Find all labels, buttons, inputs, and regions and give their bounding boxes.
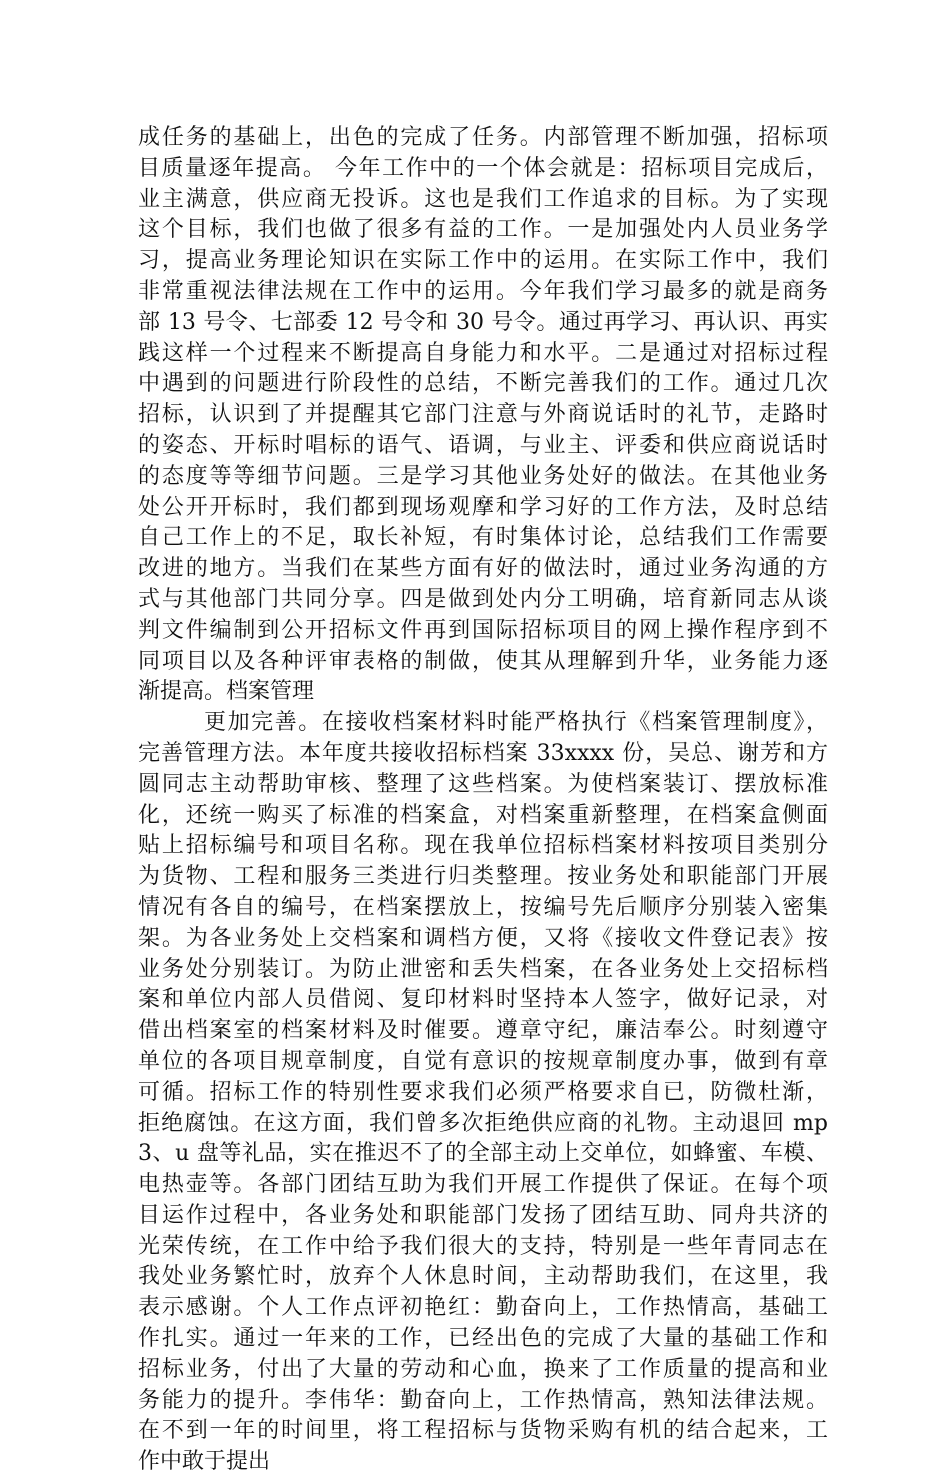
text-line: 拒绝腐蚀。在这方面，我们曾多次拒绝供应商的礼物。主动退回 mp — [138, 1110, 828, 1136]
text-line: 式与其他部门共同分享。四是做到处内分工明确，培育新同志从谈 — [138, 586, 828, 612]
text-line: 情况有各自的编号，在档案摆放上，按编号先后顺序分别装入密集 — [138, 894, 828, 920]
text-line: 目质量逐年提高。 今年工作中的一个体会就是：招标项目完成后， — [138, 155, 828, 181]
text-line: 完善管理方法。本年度共接收招标档案 33xxxx 份，吴总、谢芳和方 — [138, 740, 828, 766]
text-line: 目运作过程中，各业务处和职能部门发扬了团结互助、同舟共济的 — [138, 1202, 828, 1228]
text-line: 非常重视法律法规在工作中的运用。今年我们学习最多的就是商务 — [138, 278, 828, 304]
paragraph-2 — [138, 708, 828, 1478]
text-line: 渐提高。档案管理 — [138, 679, 315, 705]
text-line: 借出档案室的档案材料及时催要。遵章守纪，廉洁奉公。时刻遵守 — [138, 1018, 828, 1044]
text-line: 务能力的提升。李伟华：勤奋向上，工作热情高，熟知法律法规。 — [138, 1387, 828, 1413]
text-line: 成任务的基础上，出色的完成了任务。内部管理不断加强，招标项 — [138, 125, 828, 150]
text-line: 部 13 号令、七部委 12 号令和 30 号令。通过再学习、再认识、再实 — [138, 309, 828, 335]
text-line: 作扎实。通过一年来的工作，已经出色的完成了大量的基础工作和 — [138, 1326, 828, 1352]
text-line: 作中敢于提出 — [138, 1449, 271, 1475]
text-line: 自己工作上的不足，取长补短，有时集体讨论，总结我们工作需要 — [138, 525, 828, 551]
text-line: 这个目标，我们也做了很多有益的工作。一是加强处内人员业务学 — [138, 217, 828, 243]
text-line: 的姿态、开标时唱标的语气、语调，与业主、评委和供应商说话时 — [138, 432, 828, 458]
text-line: 改进的地方。当我们在某些方面有好的做法时，通过业务沟通的方 — [138, 556, 828, 582]
text-line: 业主满意，供应商无投诉。这也是我们工作追求的目标。为了实现 — [138, 186, 828, 212]
text-line: 电热壶等。各部门团结互助为我们开展工作提供了保证。在每个项 — [138, 1172, 828, 1198]
text-line: 习，提高业务理论知识在实际工作中的运用。在实际工作中，我们 — [138, 248, 828, 274]
text-line: 招标业务，付出了大量的劳动和心血，换来了工作质量的提高和业 — [138, 1356, 828, 1382]
text-line: 圆同志主动帮助审核、整理了这些档案。为使档案装订、摆放标准 — [138, 771, 828, 797]
text-line: 贴上招标编号和项目名称。现在我单位招标档案材料按项目类别分 — [138, 833, 828, 859]
text-line: 招标，认识到了并提醒其它部门注意与外商说话时的礼节，走路时 — [138, 402, 828, 428]
document-body — [138, 123, 828, 1478]
text-line: 架。为各业务处上交档案和调档方便，又将《接收文件登记表》按 — [138, 925, 828, 951]
text-line: 案和单位内部人员借阅、复印材料时坚持本人签字，做好记录，对 — [138, 987, 828, 1013]
text-line: 中遇到的问题进行阶段性的总结，不断完善我们的工作。通过几次 — [138, 371, 828, 397]
text-line: 的态度等等细节问题。三是学习其他业务处好的做法。在其他业务 — [138, 463, 828, 489]
text-line: 践这样一个过程来不断提高自身能力和水平。二是通过对招标过程 — [138, 340, 828, 366]
text-line: 表示感谢。个人工作点评初艳红：勤奋向上，工作热情高，基础工 — [138, 1295, 828, 1321]
text-line: 光荣传统，在工作中给予我们很大的支持，特别是一些年青同志在 — [138, 1233, 828, 1259]
text-line: 可循。招标工作的特别性要求我们必须严格要求自已，防微杜渐， — [138, 1079, 828, 1105]
paragraph-1 — [138, 123, 828, 708]
text-line: 更加完善。在接收档案材料时能严格执行《档案管理制度》， — [204, 710, 828, 736]
text-line: 3、u 盘等礼品，实在推迟不了的全部主动上交单位，如蜂蜜、车模、 — [138, 1141, 828, 1167]
text-line: 判文件编制到公开招标文件再到国际招标项目的网上操作程序到不 — [138, 617, 828, 643]
text-line: 为货物、工程和服务三类进行归类整理。按业务处和职能部门开展 — [138, 864, 828, 890]
text-line: 化，还统一购买了标准的档案盒，对档案重新整理，在档案盒侧面 — [138, 802, 828, 828]
text-line: 单位的各项目规章制度，自觉有意识的按规章制度办事，做到有章 — [138, 1048, 828, 1074]
text-line: 业务处分别装订。为防止泄密和丢失档案，在各业务处上交招标档 — [138, 956, 828, 982]
text-line: 同项目以及各种评审表格的制做，使其从理解到升华，业务能力逐 — [138, 648, 828, 674]
text-line: 在不到一年的时间里，将工程招标与货物采购有机的结合起来，工 — [138, 1418, 828, 1444]
text-line: 处公开开标时，我们都到现场观摩和学习好的工作方法，及时总结 — [138, 494, 828, 520]
text-line: 我处业务繁忙时，放弃个人休息时间，主动帮助我们，在这里，我 — [138, 1264, 828, 1290]
